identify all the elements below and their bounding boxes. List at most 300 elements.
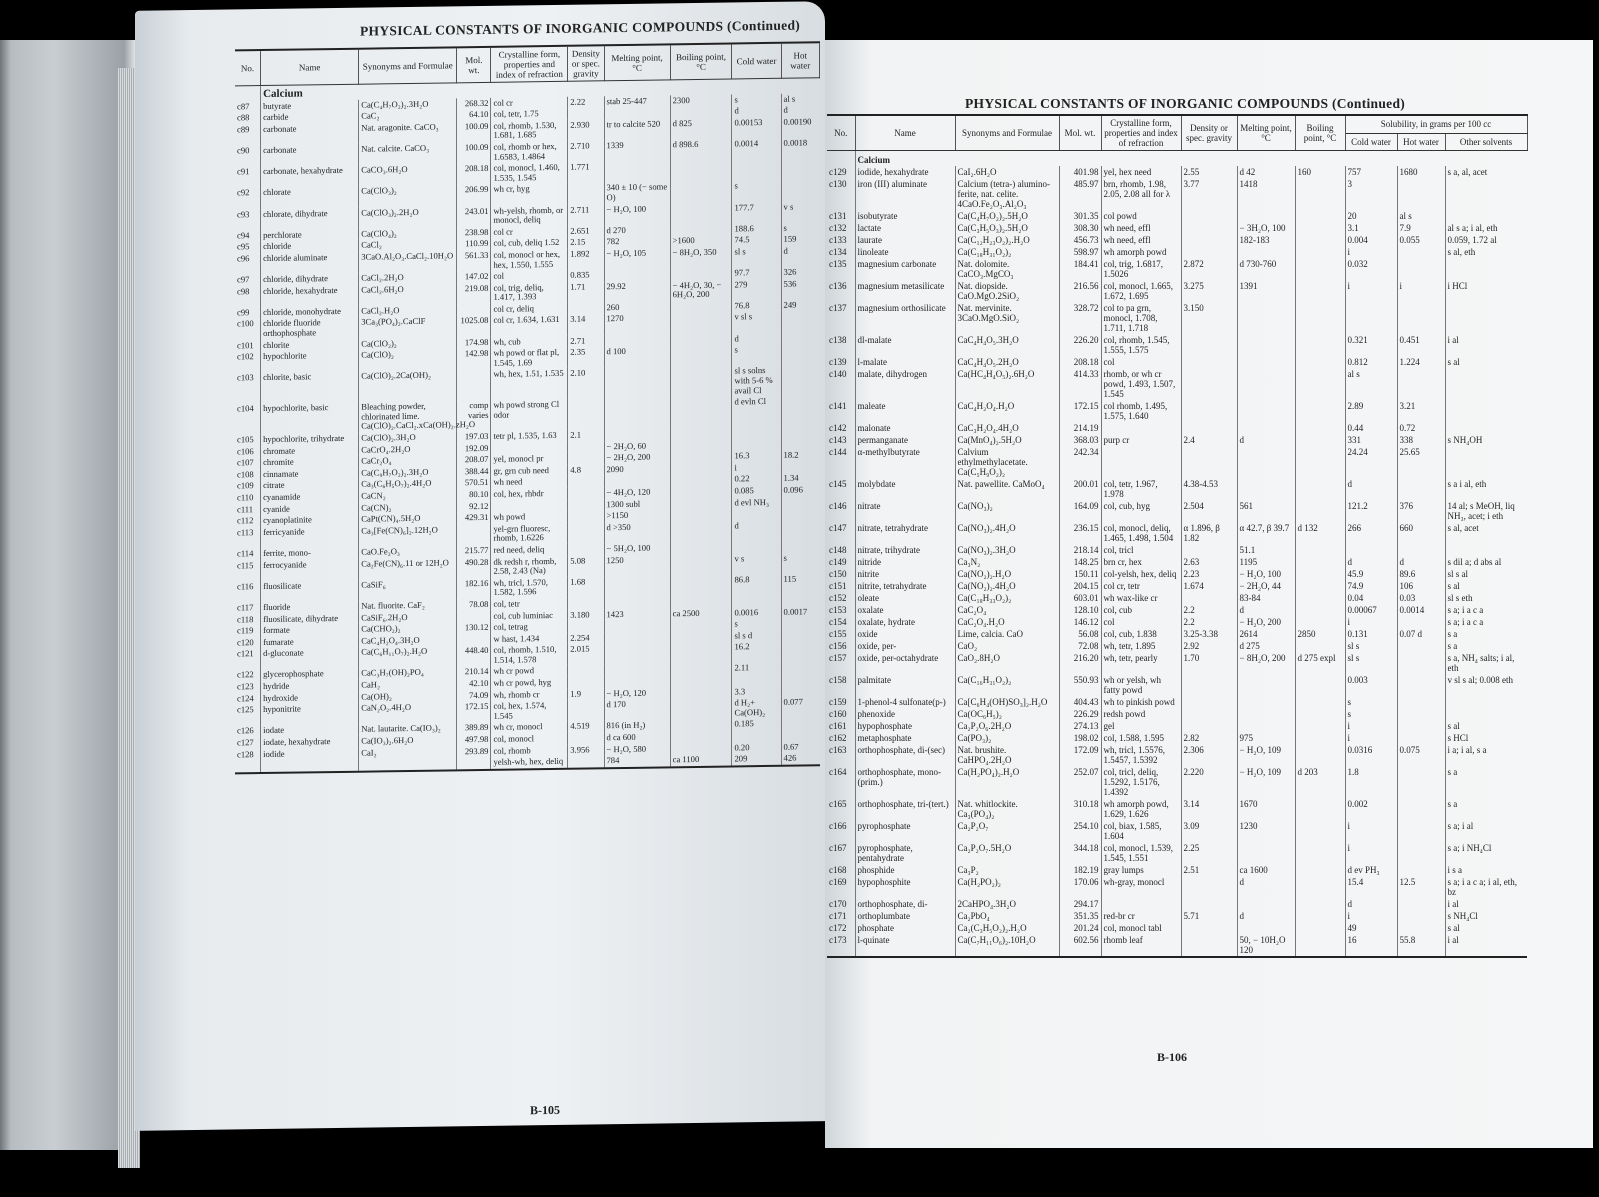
table-cell: 3.14 [1181,798,1237,820]
table-cell: Ca(C₁₆H₃₁O₂)₂ [955,674,1059,696]
table-cell [1445,446,1527,478]
table-cell: s al [1445,922,1527,934]
table-cell: c130 [829,179,847,189]
table-cell [1345,544,1397,556]
table-row [827,652,1527,674]
table-cell: wh or yelsh, wh fatty powd [1101,674,1181,696]
table-cell: c117 [237,602,254,613]
table-cell: oxalate, hydrate [855,616,955,628]
table-cell: Ca₂Fe(CN)₆.11 or 12H₂O [359,557,457,580]
table-cell: 1195 [1237,556,1295,568]
table-cell [568,522,604,544]
table-cell: 214.19 [1059,422,1101,434]
table-cell: 174.98 [457,337,491,349]
table-row [827,478,1527,500]
table-cell: c129 [829,167,847,177]
table-cell: d ev PH₃ [1345,864,1397,876]
table-cell: ferrocyanide [261,558,359,581]
table-cell: c108 [237,468,254,480]
solubility-header: Solubility, in grams per 100 cc [1345,115,1527,133]
table-cell [568,452,604,464]
table-cell: c100 [237,318,254,329]
table-cell: rhomb leaf [1101,934,1181,957]
column-header: Melting point, °C [604,44,670,80]
table-cell: CaC₃H₂O₄.4H₂O [955,422,1059,434]
table-row [827,674,1527,696]
table-cell [670,427,732,439]
table-cell: l-malate [855,356,955,368]
table-cell: 570.51 [457,477,491,489]
table-cell: col, rhomb, 1.510, 1.514, 1.578 [491,644,568,666]
table-cell: 56.08 [1059,628,1101,640]
table-cell [568,107,604,119]
table-cell: wh-gray, monocl [1101,876,1181,898]
table-cell: 2.872 [1181,258,1237,280]
table-cell: 243.01 [457,205,491,227]
table-cell: c122 [237,669,254,680]
table-cell [568,441,604,453]
table-cell: 2.504 [1181,500,1237,522]
table-cell: col [1101,356,1181,368]
table-cell [1397,708,1445,720]
table-row [827,766,1527,798]
table-cell: Ca₃[Fe(CN)₆]₂.12H₂O [359,524,457,547]
table-cell [670,698,732,720]
table-cell: i al [1445,934,1527,957]
table-cell: col, biax, 1.585, 1.604 [1101,820,1181,842]
table-cell [670,642,732,664]
table-cell: − 2H₂O, 60 [604,440,670,453]
table-cell: 561.33 [457,250,491,272]
table-cell: 0.04 [1345,592,1397,604]
table-cell: stab 25-447 [604,95,670,108]
table-cell: c94 [237,229,250,241]
table-cell: brn, rhomb, 1.98, 2.05, 2.08 all for λ [1101,178,1181,210]
table-cell: col, trig, deliq, 1.417, 1.393 [491,281,568,303]
table-cell: CaCO₃.6H₂O [359,163,457,186]
table-cell [1181,898,1237,910]
table-cell: CaSiF₆ [359,578,457,601]
table-cell [1295,246,1345,258]
table-cell: d evl NH₃ [732,496,781,508]
table-cell: Ca₂P₂O₇ [955,820,1059,842]
table-cell: i [1345,820,1397,842]
table-cell: cinnamate [261,467,359,480]
table-cell: 1270 [604,313,670,335]
table-cell: i a; i al, s a [1445,744,1527,766]
table-cell: s al, acet [1445,522,1527,544]
table-cell: d [1345,898,1397,910]
table-cell: 24.24 [1345,446,1397,478]
table-cell: c145 [829,479,847,489]
table-cell [732,159,781,181]
table-cell [1101,898,1181,910]
table-cell: wh-yelsh, rhomb, or monocl, deliq [491,204,568,226]
table-cell: 182.19 [1059,864,1101,876]
table-cell: 4.38-4.53 [1181,478,1237,500]
table-cell [732,427,781,439]
table-cell: red need, deliq [491,544,568,557]
table-cell: c96 [237,253,250,264]
table-cell [568,398,604,429]
table-cell: sl s [1345,652,1397,674]
column-header: Synonyms and Formulae [955,115,1059,151]
table-cell: 200.01 [1059,478,1101,500]
table-cell [1295,478,1345,500]
table-row [827,820,1527,842]
table-cell [1397,478,1445,500]
table-cell: Ca₂(C₃H₅O₂)₂.H₂O [955,922,1059,934]
table-cell: s al [1445,356,1527,368]
table-cell [670,742,732,754]
table-cell: col, monocl or hex, hex, 1.550, 1.555 [491,249,568,271]
table-row [827,732,1527,744]
table-cell: 1339 [604,139,670,161]
table-cell: c124 [237,692,254,704]
table-cell: 236.15 [1059,522,1101,544]
table-cell [604,367,670,399]
table-cell: 0.075 [1397,744,1445,766]
table-cell: 0.22 [732,473,781,485]
table-cell [781,180,819,202]
data-table [235,41,820,774]
table-row [827,922,1527,934]
table-cell [1397,246,1445,258]
table-cell: s al, eth [1445,246,1527,258]
table-cell [604,619,670,632]
table-cell: maleate [855,400,955,422]
table-cell: 0.059, 1.72 al [1445,234,1527,246]
table-cell [604,268,670,281]
table-cell: Ca₃(C₆H₅O₇)₂.4H₂O [359,478,457,491]
table-cell [670,731,732,743]
table-cell [1445,258,1527,280]
table-cell: c113 [237,526,254,538]
table-cell: − H₂O, 105 [604,247,670,269]
table-cell: d 132 [1295,522,1345,544]
table-cell: hypochlorite [261,350,359,373]
table-cell [670,630,732,642]
table-row [827,640,1527,652]
table-cell: col, trig, 1.6817, 1.5026 [1101,258,1181,280]
table-cell [1445,708,1527,720]
table-cell: c146 [829,501,847,511]
table-cell: 148.25 [1059,556,1101,568]
table-cell: cyanide [261,502,359,515]
table-cell: Ca(NO₃)₂.3H₂O [955,544,1059,556]
table-cell: 782 [604,236,670,249]
table-cell [1295,280,1345,302]
table-cell: 159 [781,234,819,246]
table-row [827,210,1527,222]
table-cell: CaC₂ [359,110,457,123]
table-cell: laurate [855,234,955,246]
table-cell: yelsh-wh, hex, deliq [491,756,568,770]
table-cell: s [781,552,819,574]
column-header: Mol. wt. [457,47,491,83]
table-cell: 3 [1345,178,1397,210]
table-cell [1295,400,1345,422]
table-cell: 142.98 [457,348,491,370]
table-cell: col, cub [1101,604,1181,616]
table-cell: gray lumps [1101,864,1181,876]
table-cell: iron (III) aluminate [855,178,955,210]
table-cell [1237,696,1295,708]
table-cell: chloride, monohydrate [261,306,359,319]
table-cell: 209 [732,753,781,766]
table-cell: 784 [604,755,670,769]
column-header: Name [261,49,359,86]
table-cell [1237,422,1295,434]
table-cell [1295,708,1345,720]
table-row [827,246,1527,258]
column-header: Boiling point, °C [1295,115,1345,151]
table-cell: wh powd strong Cl odor [491,399,568,431]
table-cell: 74.09 [457,690,491,702]
table-cell: 0.72 [1397,422,1445,434]
table-cell: 293.89 [457,745,491,757]
table-cell: 208.18 [1059,356,1101,368]
column-header: Other solvents [1445,133,1527,150]
table-cell: 1025.08 [457,315,491,337]
table-cell: glycerophosphate [261,668,359,681]
table-cell: 0.131 [1345,628,1397,640]
table-cell: 184.41 [1059,258,1101,280]
table-cell: 1.892 [568,248,604,270]
table-cell: sl s solns with 5-6 % avail Cl [732,365,781,396]
table-cell [1397,640,1445,652]
table-cell: Ca(C₆H₁₁O₇)₂.H₂O [359,646,457,669]
table-cell: CaC₂O₄ [955,604,1059,616]
column-header: Melting point, °C [1237,115,1295,151]
table-cell: 0.185 [732,718,781,730]
table-cell: ca 1100 [670,754,732,767]
table-cell: 1250 [604,554,670,576]
table-cell [670,397,732,429]
table-cell: 0.002 [1345,798,1397,820]
table-cell: c165 [829,799,847,809]
table-cell: w hast, 1.434 [491,632,568,645]
table-cell: − H₂O, 100 [1237,568,1295,580]
table-cell: hydroxide [261,691,359,704]
table-cell: oxide [855,628,955,640]
table-cell: 218.14 [1059,544,1101,556]
table-cell [1295,334,1345,356]
table-cell: chloride fluoride orthophosphate [261,317,359,340]
table-cell: CaC₄H₄O₅.2H₂O [955,356,1059,368]
table-cell: Ca(HC₄H₄O₅)₂.6H₂O [955,368,1059,400]
table-row [827,568,1527,580]
table-cell: 0.451 [1397,334,1445,356]
table-cell [781,540,819,552]
table-cell: i [1345,246,1397,258]
table-cell [670,300,732,312]
table-cell: 404.43 [1059,696,1101,708]
table-cell: 1230 [1237,820,1295,842]
table-cell: 3.180 [568,609,604,621]
table-cell [604,398,670,430]
table-cell: Ca(ClO₃)₂ [359,185,457,208]
table-cell [604,643,670,665]
table-cell: col, monocl, deliq, 1.465, 1.498, 1.504 [1101,522,1181,544]
table-cell [604,675,670,688]
table-cell: 121.2 [1345,500,1397,522]
table-cell: d 275 expl [1295,652,1345,674]
table-cell: v sl s [732,311,781,333]
table-cell: 2.92 [1181,640,1237,652]
table-row [827,234,1527,246]
table-cell [781,507,819,519]
table-cell: c140 [829,369,847,379]
table-cell [1181,592,1237,604]
book-edge [0,40,135,1150]
table-row [827,592,1527,604]
table-cell: 170.06 [1059,876,1101,898]
table-cell: c109 [237,480,254,491]
table-cell [1295,434,1345,446]
table-row [827,604,1527,616]
table-row [827,280,1527,302]
table-cell: 602.56 [1059,934,1101,957]
table-cell: fluosilicate [261,579,359,602]
table-cell: 49 [1345,922,1397,934]
table-cell: lactate [855,222,955,234]
table-row [827,798,1527,820]
table-cell: 2.220 [1181,766,1237,798]
table-cell [1181,674,1237,696]
table-cell [670,223,732,235]
table-cell [1237,478,1295,500]
table-cell: magnesium metasilicate [855,280,955,302]
table-cell: redsh powd [1101,708,1181,720]
table-cell: s a; i a c a; i al, eth, bz [1445,876,1527,898]
table-cell: fluosilicate, dihydrate [261,612,359,625]
table-cell: d ca 600 [604,731,670,744]
table-cell: c95 [237,241,250,252]
table-cell [781,519,819,541]
table-cell [1181,934,1237,957]
table-cell: col, hex, rhbdr [491,488,568,501]
page-number: B-106 [1157,1050,1187,1064]
table-cell: c157 [829,653,847,663]
table-cell: >1600 [670,235,732,247]
table-cell [568,183,604,205]
table-cell: d [781,245,819,267]
table-cell: 3.956 [568,744,604,756]
table-row [827,178,1527,210]
table-cell [670,719,732,731]
table-cell: orthophosphate, tri-(tert.) [855,798,955,820]
table-cell: c111 [237,503,254,514]
table-cell: orthophosphate, mono-(prim.) [855,766,955,798]
table-cell: c89 [237,124,250,135]
table-cell: col, monocl, 1.460, 1.535, 1.545 [491,162,568,184]
table-cell: oxalate [855,604,955,616]
table-cell: Ca(MnO₄)₂.5H₂O [955,434,1059,446]
table-cell: c132 [829,223,847,233]
table-cell: Ca(PO₃)₂ [955,732,1059,744]
table-cell: 2.651 [568,225,604,237]
table-cell: s a [1445,766,1527,798]
table-cell: s a, NH₄ salts; i al, eth [1445,652,1527,674]
table-cell [568,543,604,555]
table-cell: chlorate, dihydrate [261,207,359,230]
table-cell [670,497,732,509]
table-cell: 74.9 [1345,580,1397,592]
table-cell [1237,302,1295,334]
table-cell: v s [732,552,781,574]
table-row [827,864,1527,876]
table-cell: col-yelsh, hex, deliq [1101,568,1181,580]
table-cell [568,620,604,632]
table-cell: 0.0017 [781,606,819,618]
table-cell [1397,258,1445,280]
table-cell: 0.032 [1345,258,1397,280]
table-row [827,302,1527,334]
table-cell: pyrophosphate [855,820,955,842]
table-cell [1295,178,1345,210]
table-cell: wh, tricl, 1.5576, 1.5457, 1.5392 [1101,744,1181,766]
table-cell: 0.20 [732,741,781,753]
table-cell: sl s al [1445,568,1527,580]
table-cell: col, tetr, 1.967, 1.978 [1101,478,1181,500]
table-cell [732,508,781,520]
table-cell: 2.51 [1181,864,1237,876]
column-header: Crystalline form, properties and index of refraction [1101,115,1181,151]
table-cell: 150.11 [1059,568,1101,580]
table-cell: d 730-760 [1237,258,1295,280]
table-cell [1397,544,1445,556]
table-cell: d >350 [604,521,670,543]
table-cell: 414.33 [1059,368,1101,400]
table-cell [670,675,732,687]
table-cell [1181,922,1237,934]
table-cell [1397,616,1445,628]
table-cell [781,438,819,450]
table-cell: 164.09 [1059,500,1101,522]
table-row [827,744,1527,766]
table-cell: wh cr, hyg [491,183,568,205]
table-cell: 2.89 [1345,400,1397,422]
table-cell: col cr [491,225,568,238]
table-cell: 388.44 [457,466,491,478]
table-cell: 198.02 [1059,732,1101,744]
table-cell [1181,234,1237,246]
table-cell: wh amorph powd [1101,246,1181,258]
table-cell [1295,696,1345,708]
table-cell: 78.08 [457,599,491,611]
table-cell [1295,222,1345,234]
table-cell: 2.4 [1181,434,1237,446]
table-cell: s al [1445,580,1527,592]
table-cell: 1-phenol-4 sulfonate(p-) [855,696,955,708]
table-row [827,500,1527,522]
table-cell: − 3H₂O, 100 [1237,222,1295,234]
table-cell: 274.13 [1059,720,1101,732]
table-cell: 1.9 [568,688,604,700]
table-cell: c155 [829,629,847,639]
table-cell: nitride [855,556,955,568]
table-cell: wh powd [491,511,568,524]
table-cell: i [1345,732,1397,744]
table-cell: − 8H₂O, 200 [1237,652,1295,674]
table-cell: 7.9 [1397,222,1445,234]
table-cell: Ca(C₃H₅O₃)₂.5H₂O [955,222,1059,234]
table-cell [1237,356,1295,368]
table-cell: perchlorate [261,228,359,241]
table-cell: i al [1445,898,1527,910]
table-row [827,556,1527,568]
